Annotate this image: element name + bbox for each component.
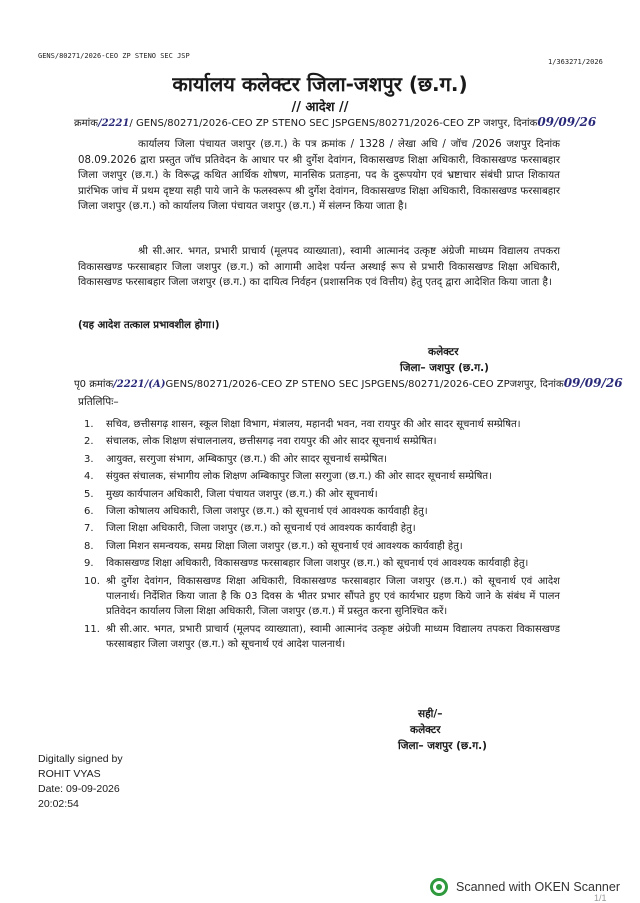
copy-recipient-item xyxy=(84,556,560,571)
copy-recipient-number: 11. xyxy=(84,623,100,635)
effective-note: (यह आदेश तत्काल प्रभावशील होगा।) xyxy=(78,320,220,331)
reference-line xyxy=(74,115,596,129)
copy-handwritten-date: 09/09/26 xyxy=(563,376,623,390)
top-right-code: 1/363271/2026 xyxy=(548,58,603,66)
handwritten-order-number: /2221 xyxy=(97,118,130,129)
paragraph-charge-assignment: श्री सी.आर. भगत, प्रभारी प्राचार्य (मूलपद व्याख्याता), स्वामी आत्मानंद उत्कृष्ट अंग्रेजी माध्यम विद्यालय तपकरा विकासखण्ड फरसाबहार जिला जशपुर (छ.ग.) को आगामी आदेश पर्यन्त अस्थाई रूप से प्रभारी विकासखण्ड शिक्षा अधिकारी, विकासखण्ड फरसाबहार जिला जशपुर (छ.ग.) का दायित्व निर्वहन (प्रशासनिक एवं वित्तीय) हेतु एतद् द्वारा आदेशित किया जाता है। xyxy=(78,246,560,289)
digital-signature-time: 20:02:54 xyxy=(38,798,79,810)
copy-recipient-text: श्री सी.आर. भगत, प्रभारी प्राचार्य (मूलपद व्याख्याता), स्वामी आत्मानंद उत्कृष्ट अंग्रेजी माध्यम विद्यालय तपकरा विकासखण्ड फरसाबहार जिला जशपुर (छ.ग.) को सूचनार्थ एवं आदेश पालनार्थ। xyxy=(106,623,560,651)
copy-recipient-number: 1. xyxy=(84,419,94,430)
reference-prefix: क्रमांक xyxy=(74,118,98,129)
copy-heading: प्रतिलिपिः– xyxy=(78,396,119,408)
copy-recipient-number: 6. xyxy=(84,506,94,518)
copy-recipient-text: श्री दुर्गेश देवांगन, विकासखण्ड शिक्षा अधिकारी, विकासखण्ड फरसाबहार जिला जशपुर (छ.ग.) को सूचनार्थ एवं आदेश पालनार्थ। निर्देशित किया जाता है कि 03 दिवस के भीतर प्रभार सौंपते हुए एवं कार्यभार ग्रहण किये जाने के संबंध में पालन प्रतिवेदन कार्यालय जिला शिक्षा अधिकारी, जिला जशपुर (छ.ग.) में प्रस्तुत करना सुनिश्चित करें। xyxy=(106,575,560,618)
signature-2-title: कलेक्टर xyxy=(410,724,441,736)
paragraph-attachment: कार्यालय जिला पंचायत जशपुर (छ.ग.) के पत्र क्रमांक / 1328 / लेखा अधि / जॉच /2026 जशपुर दिनांक 08.09.2026 द्वारा प्रस्तुत जॉच प्रतिवेदन के आधार पर श्री दुर्गेश देवांगन, विकासखण्ड शिक्षा अधिकारी, विकासखण्ड फरसाबहार जिला जशपुर (छ.ग.) के विरूद्ध कथित आर्थिक शोषण, मानसिक प्रताड़ना, पद के दुरूपयोग एवं भ्रष्टाचार संबंधी प्राप्त शिकायत प्रारंभिक जांच में प्रथम दृष्टया सही पाये जाने के फलस्वरूप श्री दुर्गेश देवांगन, विकासखण्ड शिक्षा अधिकारी, विकासखण्ड फरसाबहार जिला जशपुर (छ.ग.) को कार्यालय जिला पंचायत जशपुर (छ.ग.) में संलग्न किया जाता है। xyxy=(78,139,560,213)
copy-recipient-item xyxy=(84,622,560,653)
copy-recipient-number: 4. xyxy=(84,471,94,483)
scanner-logo-icon xyxy=(430,878,448,896)
copy-reference-prefix: पृ0 क्रमांक xyxy=(74,379,114,390)
copy-recipient-number: 9. xyxy=(84,558,94,570)
copy-recipient-number: 8. xyxy=(84,540,94,552)
copy-recipient-text: विकासखण्ड शिक्षा अधिकारी, विकासखण्ड फरसाबहार जिला जशपुर (छ.ग.) को सूचनार्थ एवं आवश्यक कार्यवाही हेतु। xyxy=(106,558,529,570)
copy-recipient-text: मुख्य कार्यपालन अधिकारी, जिला पंचायत जशपुर (छ.ग.) की ओर सूचनार्थ। xyxy=(106,488,378,500)
copy-recipient-text: आयुक्त, सरगुजा संभाग, अम्बिकापुर (छ.ग.) की ओर सादर सूचनार्थ सम्प्रेषित। xyxy=(106,453,388,465)
digital-signature-line-1: Digitally signed by xyxy=(38,753,123,765)
copy-recipient-item xyxy=(84,521,560,536)
scanner-text: Scanned with OKEN Scanner xyxy=(456,880,620,894)
copy-reference-body: GENS/80271/2026-CEO ZP STENO SEC JSPGENS/80271/2026-CEO ZPजशपुर, दिनांक xyxy=(165,379,564,390)
digital-signature-date: Date: 09-09-2026 xyxy=(38,783,120,795)
copy-recipient-number: 7. xyxy=(84,523,94,535)
signature-2-approved: सही/– xyxy=(418,708,443,720)
copy-recipient-item xyxy=(84,574,560,620)
copy-recipient-number: 2. xyxy=(84,436,94,448)
copy-recipient-item xyxy=(84,469,560,484)
reference-body: / GENS/80271/2026-CEO ZP STENO SEC JSPGENS/80271/2026-CEO ZP जशपुर, दिनांक xyxy=(129,118,538,129)
order-heading: // आदेश // xyxy=(291,100,349,115)
copy-recipient-text: जिला मिशन समन्वयक, समग्र शिक्षा जिला जशपुर (छ.ग.) को सूचनार्थ एवं आवश्यक कार्यवाही हेतु। xyxy=(106,540,463,552)
digital-signature xyxy=(38,752,123,812)
copy-recipient-item xyxy=(84,487,560,502)
copy-recipient-item xyxy=(84,539,560,554)
copy-handwritten-number: /2221/(A) xyxy=(113,379,166,390)
page-indicator: 1/1 xyxy=(594,893,607,903)
handwritten-date: 09/09/26 xyxy=(537,115,597,129)
copy-recipient-text: संचालक, लोक शिक्षण संचालनालय, छत्तीसगढ़ नवा रायपुर की ओर सादर सूचनार्थ सम्प्रेषित। xyxy=(106,436,437,448)
copy-recipient-item xyxy=(84,452,560,467)
copy-recipient-text: जिला शिक्षा अधिकारी, जिला जशपुर (छ.ग.) को सूचनार्थ एवं आवश्यक कार्यवाही हेतु। xyxy=(106,523,416,535)
signature-block-2 xyxy=(398,706,487,754)
signature-block-1 xyxy=(400,344,489,376)
copy-recipient-item xyxy=(84,504,560,519)
copy-recipients-list xyxy=(84,417,560,655)
top-left-code: GENS/80271/2026-CEO ZP STENO SEC JSP xyxy=(38,52,190,60)
signature-1-title: कलेक्टर xyxy=(428,346,459,358)
copy-recipient-text: सचिव, छत्तीसगढ़ शासन, स्कूल शिक्षा विभाग, मंत्रालय, महानदी भवन, नवा रायपुर की ओर सादर सूचनार्थ सम्प्रेषित। xyxy=(106,419,521,430)
copy-recipient-item xyxy=(84,434,560,449)
copy-recipient-text: जिला कोषालय अधिकारी, जिला जशपुर (छ.ग.) को सूचनार्थ एवं आवश्यक कार्यवाही हेतु। xyxy=(106,506,428,518)
copy-reference-line xyxy=(74,376,623,390)
signature-1-district: जिला– जशपुर (छ.ग.) xyxy=(400,362,489,374)
copy-recipient-number: 10. xyxy=(84,575,100,587)
copy-recipient-number: 3. xyxy=(84,453,94,465)
copy-recipient-number: 5. xyxy=(84,488,94,500)
signature-2-district: जिला– जशपुर (छ.ग.) xyxy=(398,740,487,752)
scanner-watermark xyxy=(430,878,620,896)
copy-recipient-item xyxy=(84,417,560,432)
copy-recipient-text: संयुक्त संचालक, संभागीय लोक शिक्षण अम्बिकापुर जिला सरगुजा (छ.ग.) की ओर सादर सूचनार्थ सम्प्रेषित। xyxy=(106,471,492,483)
document-title: कार्यालय कलेक्टर जिला-जशपुर (छ.ग.) xyxy=(172,72,468,96)
digital-signature-name: ROHIT VYAS xyxy=(38,768,101,780)
